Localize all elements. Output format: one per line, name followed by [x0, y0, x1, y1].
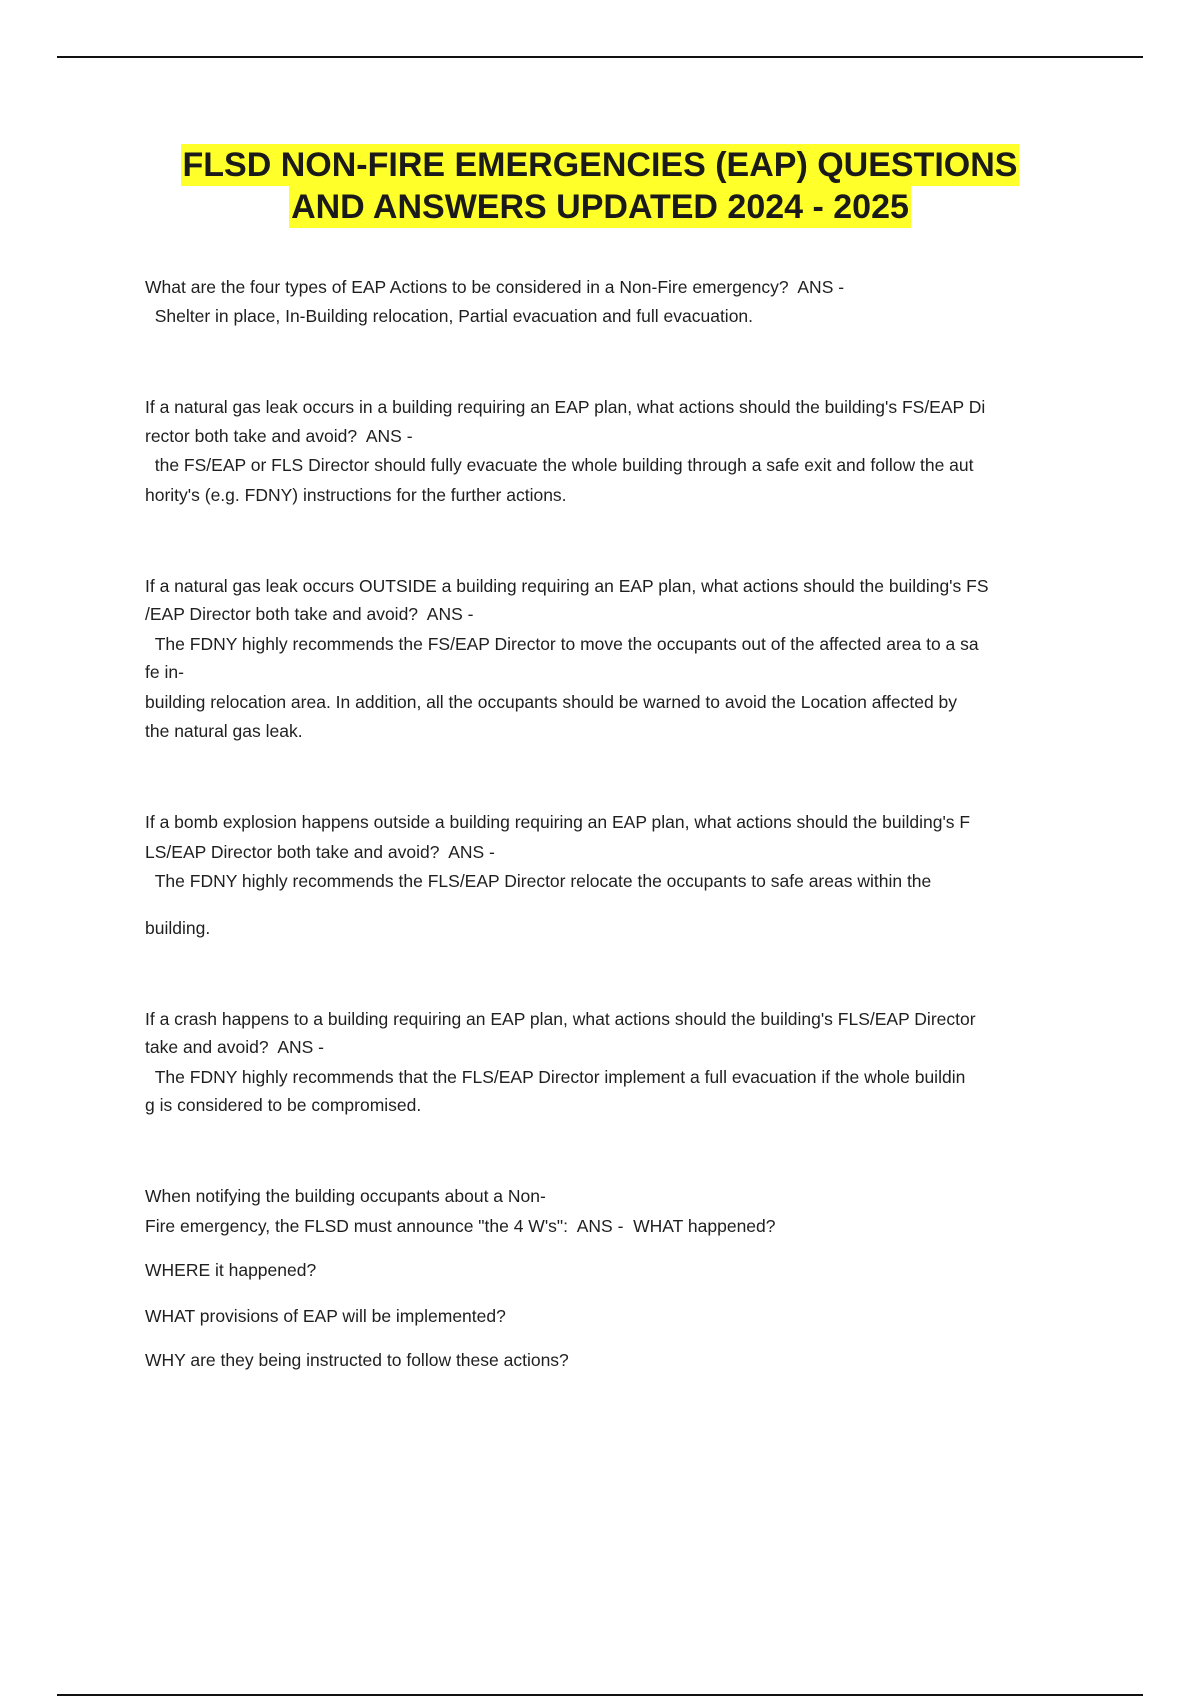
- qa-5-line-1: If a crash happens to a building requiring an EAP plan, what actions should the building's FLS/EAP Director: [145, 1009, 976, 1029]
- qa-5-line-3: The FDNY highly recommends that the FLS/EAP Director implement a full evacuation if the whole buildin: [145, 1067, 966, 1087]
- qa-4-line-1: If a bomb explosion happens outside a building requiring an EAP plan, what actions should the building's F: [145, 812, 971, 832]
- qa-5-line-2: take and avoid? ANS -: [145, 1037, 324, 1057]
- bottom-divider: [57, 1694, 1143, 1696]
- qa-6-line-4: WHAT provisions of EAP will be implemented?: [145, 1306, 506, 1326]
- qa-4-line-4: building.: [145, 918, 211, 938]
- qa-1-line-1: What are the four types of EAP Actions to be considered in a Non-Fire emergency? ANS -: [145, 277, 845, 297]
- qa-3-line-2: /EAP Director both take and avoid? ANS -: [145, 604, 474, 624]
- qa-3-line-3: The FDNY highly recommends the FS/EAP Director to move the occupants out of the affected area to a sa: [145, 634, 979, 654]
- qa-6-line-2: Fire emergency, the FLSD must announce "the 4 W's": ANS - WHAT happened?: [145, 1216, 776, 1236]
- qa-2-line-1: If a natural gas leak occurs in a building requiring an EAP plan, what actions should the building's FS/EAP Di: [145, 397, 986, 417]
- page-title-line-1: FLSD NON-FIRE EMERGENCIES (EAP) QUESTIONS: [182, 146, 1018, 184]
- qa-3-line-5: building relocation area. In addition, all the occupants should be warned to avoid the Location affected by: [145, 692, 958, 712]
- qa-5-line-4: g is considered to be compromised.: [145, 1095, 422, 1115]
- qa-3-line-1: If a natural gas leak occurs OUTSIDE a building requiring an EAP plan, what actions should the building's FS: [145, 576, 989, 596]
- qa-2-line-2: rector both take and avoid? ANS -: [145, 426, 413, 446]
- qa-3-line-4: fe in-: [145, 662, 184, 682]
- qa-1-line-2: Shelter in place, In-Building relocation, Partial evacuation and full evacuation.: [145, 306, 754, 326]
- qa-4-line-3: The FDNY highly recommends the FLS/EAP Director relocate the occupants to safe areas within the: [145, 871, 932, 891]
- qa-4-line-2: LS/EAP Director both take and avoid? ANS -: [145, 842, 495, 862]
- qa-2-line-3: the FS/EAP or FLS Director should fully evacuate the whole building through a safe exit and follow the aut: [145, 455, 974, 475]
- qa-6-line-1: When notifying the building occupants about a Non-: [145, 1186, 546, 1206]
- qa-6-line-3: WHERE it happened?: [145, 1260, 317, 1280]
- top-divider: [57, 56, 1143, 58]
- qa-6-line-5: WHY are they being instructed to follow these actions?: [145, 1350, 569, 1370]
- qa-2-line-4: hority's (e.g. FDNY) instructions for the further actions.: [145, 485, 567, 505]
- page-title-line-2: AND ANSWERS UPDATED 2024 - 2025: [291, 188, 909, 226]
- page-title: [0, 144, 1200, 228]
- qa-3-line-6: the natural gas leak.: [145, 721, 303, 741]
